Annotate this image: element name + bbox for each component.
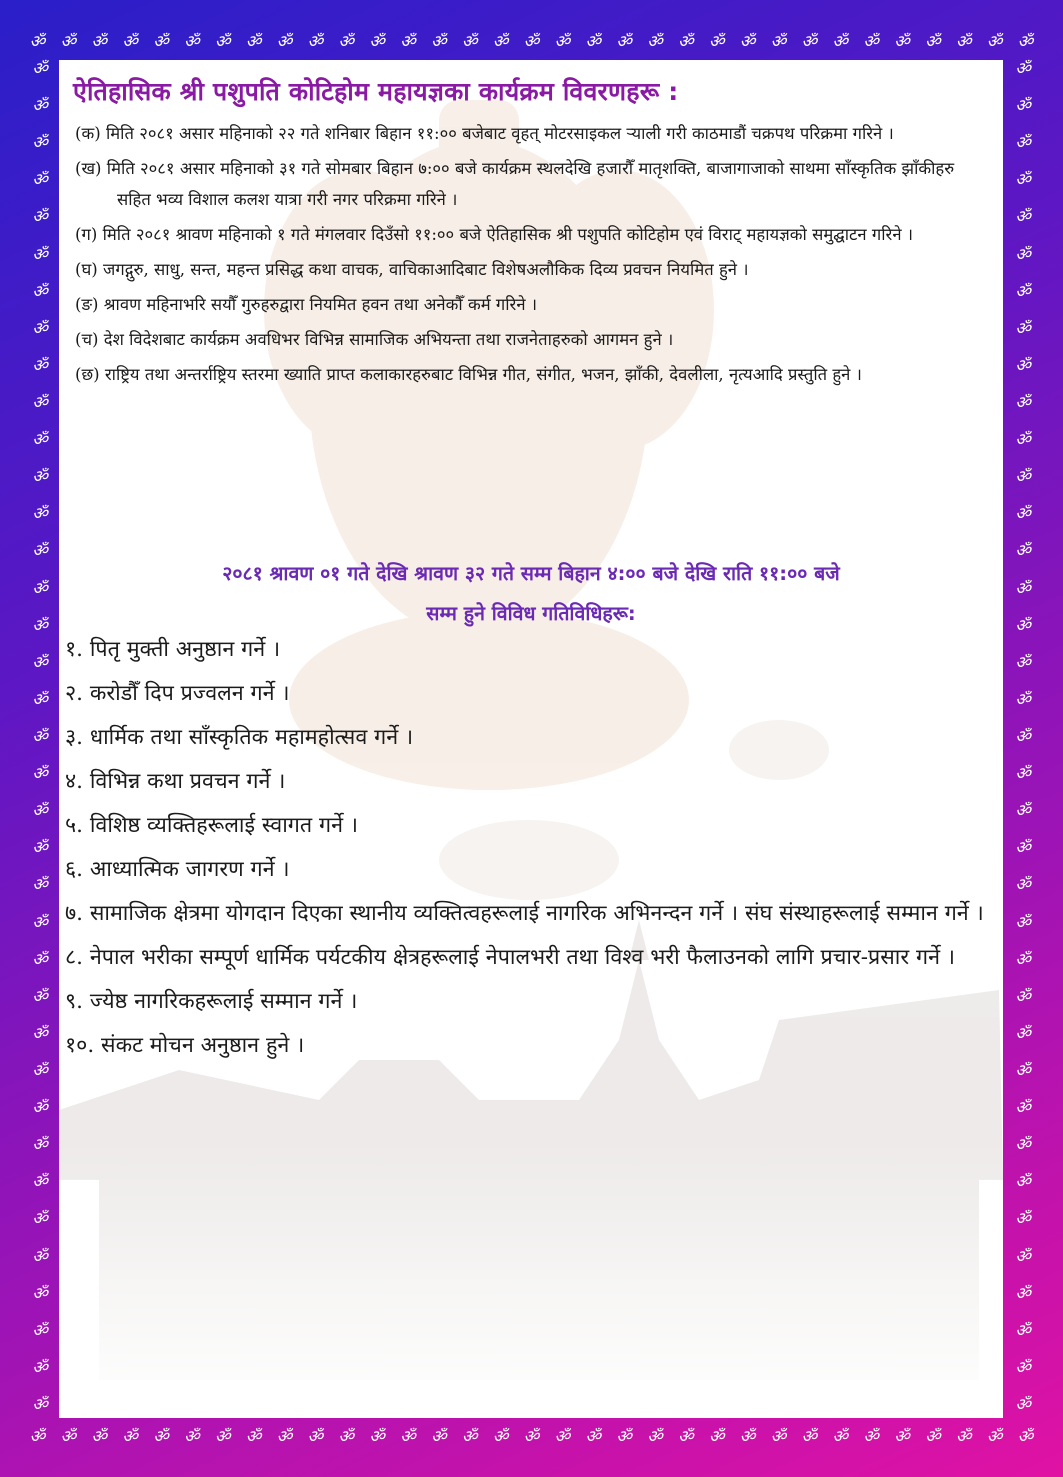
om-symbol-icon: ॐ: [32, 1357, 48, 1378]
om-symbol-icon: ॐ: [1015, 318, 1031, 339]
om-symbol-icon: ॐ: [1015, 133, 1031, 154]
om-symbol-icon: ॐ: [894, 1426, 910, 1447]
om-symbol-icon: ॐ: [32, 801, 48, 822]
om-symbol-icon: ॐ: [32, 59, 48, 79]
om-symbol-icon: ॐ: [32, 986, 48, 1007]
om-symbol-icon: ॐ: [1015, 949, 1031, 970]
om-symbol-icon: ॐ: [492, 31, 509, 52]
activity-item: ५. विशिष्ठ व्यक्तिहरूलाई स्वागत गर्ने ।: [65, 813, 358, 838]
om-symbol-icon: ॐ: [925, 1426, 941, 1447]
om-symbol-icon: ॐ: [32, 1135, 48, 1156]
om-symbol-icon: ॐ: [32, 1023, 48, 1044]
om-symbol-icon: ॐ: [307, 31, 324, 52]
program-list: [75, 118, 987, 394]
om-symbol-icon: ॐ: [1015, 1283, 1031, 1304]
om-symbol-icon: ॐ: [276, 1426, 293, 1447]
om-symbol-icon: ॐ: [1015, 59, 1031, 79]
om-symbol-icon: ॐ: [32, 689, 48, 710]
om-symbol-icon: ॐ: [32, 467, 48, 488]
om-symbol-icon: ॐ: [338, 1426, 354, 1447]
om-symbol-icon: ॐ: [1015, 541, 1031, 562]
om-symbol-icon: ॐ: [32, 133, 48, 154]
om-symbol-icon: ॐ: [32, 96, 48, 117]
om-symbol-icon: ॐ: [986, 1426, 1003, 1447]
om-symbol-icon: ॐ: [1015, 689, 1031, 710]
om-symbol-icon: ॐ: [29, 31, 46, 52]
activity-item: १०. संकट मोचन अनुष्ठान हुने ।: [65, 1033, 305, 1058]
om-symbol-icon: ॐ: [32, 504, 48, 525]
om-symbol-icon: ॐ: [863, 31, 879, 52]
om-symbol-icon: ॐ: [32, 1283, 48, 1304]
om-symbol-icon: ॐ: [32, 1394, 48, 1415]
program-item: (ग) मिति २०८१ श्रावण महिनाको १ गते मंगलवार दिउँसो ११:०० बजे ऐतिहासिक श्री पशुपति कोटिहोम एवं विराट् महायज्ञको समुद्घाटन गरिने ।: [75, 225, 914, 244]
om-symbol-icon: ॐ: [431, 1426, 447, 1447]
om-symbol-icon: ॐ: [1015, 764, 1031, 785]
om-symbol-icon: ॐ: [32, 392, 48, 413]
om-symbol-icon: ॐ: [955, 1426, 972, 1447]
om-symbol-icon: ॐ: [1015, 838, 1031, 859]
om-symbol-icon: ॐ: [647, 1426, 663, 1447]
om-symbol-icon: ॐ: [184, 31, 200, 52]
om-border-bottom: [0, 1419, 1063, 1451]
om-symbol-icon: ॐ: [832, 1426, 848, 1447]
om-symbol-icon: ॐ: [492, 1426, 509, 1447]
om-symbol-icon: ॐ: [1015, 392, 1031, 413]
om-symbol-icon: ॐ: [554, 1426, 571, 1447]
om-symbol-icon: ॐ: [32, 244, 48, 265]
om-symbol-icon: ॐ: [1015, 207, 1031, 228]
activity-item: ६. आध्यात्मिक जागरण गर्ने ।: [65, 857, 290, 882]
om-symbol-icon: ॐ: [245, 1426, 262, 1447]
program-item: (ख) मिति २०८१ असार महिनाको ३१ गते सोमबार बिहान ७:०० बजे कार्यक्रम स्थलदेखि हजारौँ मातृशक्ति, बाजागाजाको साथमा साँस्कृतिक झाँकीहरु सहित भव्य विशाल कलश यात्रा गरी नगर परिक्रमा गरिने ।: [75, 159, 955, 209]
om-symbol-icon: ॐ: [1015, 1098, 1031, 1119]
om-symbol-icon: ॐ: [32, 838, 48, 859]
om-symbol-icon: ॐ: [1015, 986, 1031, 1007]
activity-list: [65, 628, 1001, 1068]
om-symbol-icon: ॐ: [369, 31, 385, 52]
om-symbol-icon: ॐ: [122, 31, 138, 52]
om-symbol-icon: ॐ: [32, 541, 48, 562]
om-symbol-icon: ॐ: [32, 615, 48, 636]
om-symbol-icon: ॐ: [1015, 1023, 1031, 1044]
om-symbol-icon: ॐ: [32, 281, 48, 302]
om-symbol-icon: ॐ: [91, 1426, 107, 1447]
om-symbol-icon: ॐ: [1015, 1209, 1031, 1230]
om-symbol-icon: ॐ: [523, 31, 540, 52]
om-symbol-icon: ॐ: [585, 31, 601, 52]
om-symbol-icon: ॐ: [1015, 244, 1031, 265]
om-symbol-icon: ॐ: [801, 31, 818, 52]
om-symbol-icon: ॐ: [863, 1426, 879, 1447]
om-symbol-icon: ॐ: [32, 1246, 48, 1267]
om-symbol-icon: ॐ: [1015, 430, 1031, 451]
activity-item: ७. सामाजिक क्षेत्रमा योगदान दिएका स्थानीय व्यक्तित्वहरूलाई नागरिक अभिनन्दन गर्ने । संघ संस्थाहरूलाई सम्मान गर्ने ।: [65, 901, 984, 926]
om-symbol-icon: ॐ: [1015, 801, 1031, 822]
om-symbol-icon: ॐ: [1015, 281, 1031, 302]
om-symbol-icon: ॐ: [60, 31, 77, 52]
activity-item: ८. नेपाल भरीका सम्पूर्ण धार्मिक पर्यटकीय क्षेत्रहरूलाई नेपालभरी तथा विश्व भरी फैलाउनको लागि प्रचार-प्रसार गर्ने ।: [65, 945, 956, 970]
om-border-top: [0, 24, 1063, 56]
content: [59, 60, 1003, 1418]
om-symbol-icon: ॐ: [153, 1426, 169, 1447]
om-symbol-icon: ॐ: [32, 1060, 48, 1081]
om-symbol-icon: ॐ: [832, 31, 848, 52]
om-symbol-icon: ॐ: [739, 31, 756, 52]
om-symbol-icon: ॐ: [32, 764, 48, 785]
om-symbol-icon: ॐ: [369, 1426, 385, 1447]
om-symbol-icon: ॐ: [214, 1426, 231, 1447]
om-border-right: [1003, 56, 1043, 1415]
program-item: (ङ) श्रावण महिनाभरि सयौँ गुरुहरुद्वारा नियमित हवन तथा अनेकौँ कर्म गरिने ।: [75, 295, 538, 314]
om-symbol-icon: ॐ: [925, 31, 941, 52]
om-symbol-icon: ॐ: [1017, 1426, 1034, 1447]
activity-item: ३. धार्मिक तथा साँस्कृतिक महामहोत्सव गर्ने ।: [65, 725, 414, 750]
om-symbol-icon: ॐ: [32, 1098, 48, 1119]
om-symbol-icon: ॐ: [32, 875, 48, 896]
om-symbol-icon: ॐ: [1015, 875, 1031, 896]
om-symbol-icon: ॐ: [770, 31, 787, 52]
om-symbol-icon: ॐ: [1015, 1060, 1031, 1081]
om-symbol-icon: ॐ: [32, 1209, 48, 1230]
om-symbol-icon: ॐ: [647, 31, 663, 52]
om-symbol-icon: ॐ: [245, 31, 262, 52]
om-symbol-icon: ॐ: [32, 578, 48, 599]
om-symbol-icon: ॐ: [801, 1426, 818, 1447]
om-symbol-icon: ॐ: [1015, 1320, 1031, 1341]
om-symbol-icon: ॐ: [32, 170, 48, 191]
om-symbol-icon: ॐ: [1015, 652, 1031, 673]
om-symbol-icon: ॐ: [431, 31, 447, 52]
om-symbol-icon: ॐ: [1015, 170, 1031, 191]
content-panel: [59, 60, 1003, 1418]
om-symbol-icon: ॐ: [276, 31, 293, 52]
om-symbol-icon: ॐ: [32, 1320, 48, 1341]
om-symbol-icon: ॐ: [708, 31, 725, 52]
om-symbol-icon: ॐ: [1017, 31, 1034, 52]
om-symbol-icon: ॐ: [32, 430, 48, 451]
program-item: (च) देश विदेशबाट कार्यक्रम अवधिभर विभिन्न सामाजिक अभियन्ता तथा राजनेताहरुको आगमन हुने ।: [75, 330, 674, 349]
schedule-heading-continued: सम्म हुने विविध गतिविधिहरू:: [426, 602, 636, 625]
om-symbol-icon: ॐ: [1015, 504, 1031, 525]
om-symbol-icon: ॐ: [60, 1426, 77, 1447]
activity-item: १. पितृ मुक्ती अनुष्ठान गर्ने ।: [65, 637, 281, 662]
om-symbol-icon: ॐ: [153, 31, 169, 52]
om-symbol-icon: ॐ: [400, 1426, 416, 1447]
om-symbol-icon: ॐ: [1015, 726, 1031, 747]
om-symbol-icon: ॐ: [32, 1172, 48, 1193]
om-symbol-icon: ॐ: [986, 31, 1003, 52]
om-symbol-icon: ॐ: [1015, 96, 1031, 117]
om-symbol-icon: ॐ: [554, 31, 571, 52]
om-symbol-icon: ॐ: [184, 1426, 200, 1447]
om-symbol-icon: ॐ: [585, 1426, 601, 1447]
om-symbol-icon: ॐ: [678, 31, 694, 52]
om-symbol-icon: ॐ: [678, 1426, 694, 1447]
om-symbol-icon: ॐ: [461, 31, 478, 52]
program-item: (क) मिति २०८१ असार महिनाको २२ गते शनिबार बिहान ११:०० बजेबाट वृहत् मोटरसाइकल र्‍याली गरी काठमाडौं चक्रपथ परिक्रमा गरिने ।: [75, 124, 894, 143]
om-symbol-icon: ॐ: [29, 1426, 46, 1447]
om-symbol-icon: ॐ: [1015, 467, 1031, 488]
om-symbol-icon: ॐ: [1015, 578, 1031, 599]
om-symbol-icon: ॐ: [214, 31, 231, 52]
om-symbol-icon: ॐ: [955, 31, 972, 52]
om-symbol-icon: ॐ: [122, 1426, 138, 1447]
om-border-left: [20, 56, 60, 1415]
om-symbol-icon: ॐ: [32, 318, 48, 339]
om-symbol-icon: ॐ: [770, 1426, 787, 1447]
program-item: (छ) राष्ट्रिय तथा अन्तर्राष्ट्रिय स्तरमा ख्याति प्राप्त कलाकारहरुबाट विभिन्न गीत, संगीत, भजन, झाँकी, देवलीला, नृत्यआदि प्रस्तुति हुने ।: [75, 365, 862, 384]
om-symbol-icon: ॐ: [1015, 1135, 1031, 1156]
om-symbol-icon: ॐ: [400, 31, 416, 52]
om-symbol-icon: ॐ: [616, 31, 632, 52]
activity-item: ४. विभिन्न कथा प्रवचन गर्ने ।: [65, 769, 286, 794]
om-symbol-icon: ॐ: [739, 1426, 756, 1447]
om-symbol-icon: ॐ: [461, 1426, 478, 1447]
om-symbol-icon: ॐ: [307, 1426, 324, 1447]
om-symbol-icon: ॐ: [1015, 1172, 1031, 1193]
om-symbol-icon: ॐ: [616, 1426, 632, 1447]
om-symbol-icon: ॐ: [1015, 1246, 1031, 1267]
om-symbol-icon: ॐ: [32, 912, 48, 933]
om-symbol-icon: ॐ: [1015, 1394, 1031, 1415]
om-symbol-icon: ॐ: [32, 652, 48, 673]
activity-item: २. करोडौँ दिप प्रज्वलन गर्ने ।: [65, 681, 290, 706]
om-symbol-icon: ॐ: [32, 355, 48, 376]
page-title: ऐतिहासिक श्री पशुपति कोटिहोम महायज्ञका कार्यक्रम विवरणहरू :: [73, 77, 679, 106]
om-symbol-icon: ॐ: [338, 31, 354, 52]
om-symbol-icon: ॐ: [1015, 912, 1031, 933]
om-symbol-icon: ॐ: [523, 1426, 540, 1447]
activity-item: ९. ज्येष्ठ नागरिकहरूलाई सम्मान गर्ने ।: [65, 989, 358, 1014]
program-item: (घ) जगद्गुरु, साधु, सन्त, महन्त प्रसिद्ध कथा वाचक, वाचिकाआदिबाट विशेषअलौकिक दिव्य प्रवचन नियमित हुने ।: [75, 260, 749, 279]
om-symbol-icon: ॐ: [894, 31, 910, 52]
om-symbol-icon: ॐ: [1015, 355, 1031, 376]
om-symbol-icon: ॐ: [32, 726, 48, 747]
om-symbol-icon: ॐ: [708, 1426, 725, 1447]
om-symbol-icon: ॐ: [1015, 1357, 1031, 1378]
om-symbol-icon: ॐ: [32, 949, 48, 970]
om-symbol-icon: ॐ: [1015, 615, 1031, 636]
om-symbol-icon: ॐ: [32, 207, 48, 228]
om-symbol-icon: ॐ: [91, 31, 107, 52]
schedule-heading: २०८१ श्रावण ०१ गते देखि श्रावण ३२ गते सम्म बिहान ४:०० बजे देखि राति ११:०० बजे: [222, 562, 840, 585]
